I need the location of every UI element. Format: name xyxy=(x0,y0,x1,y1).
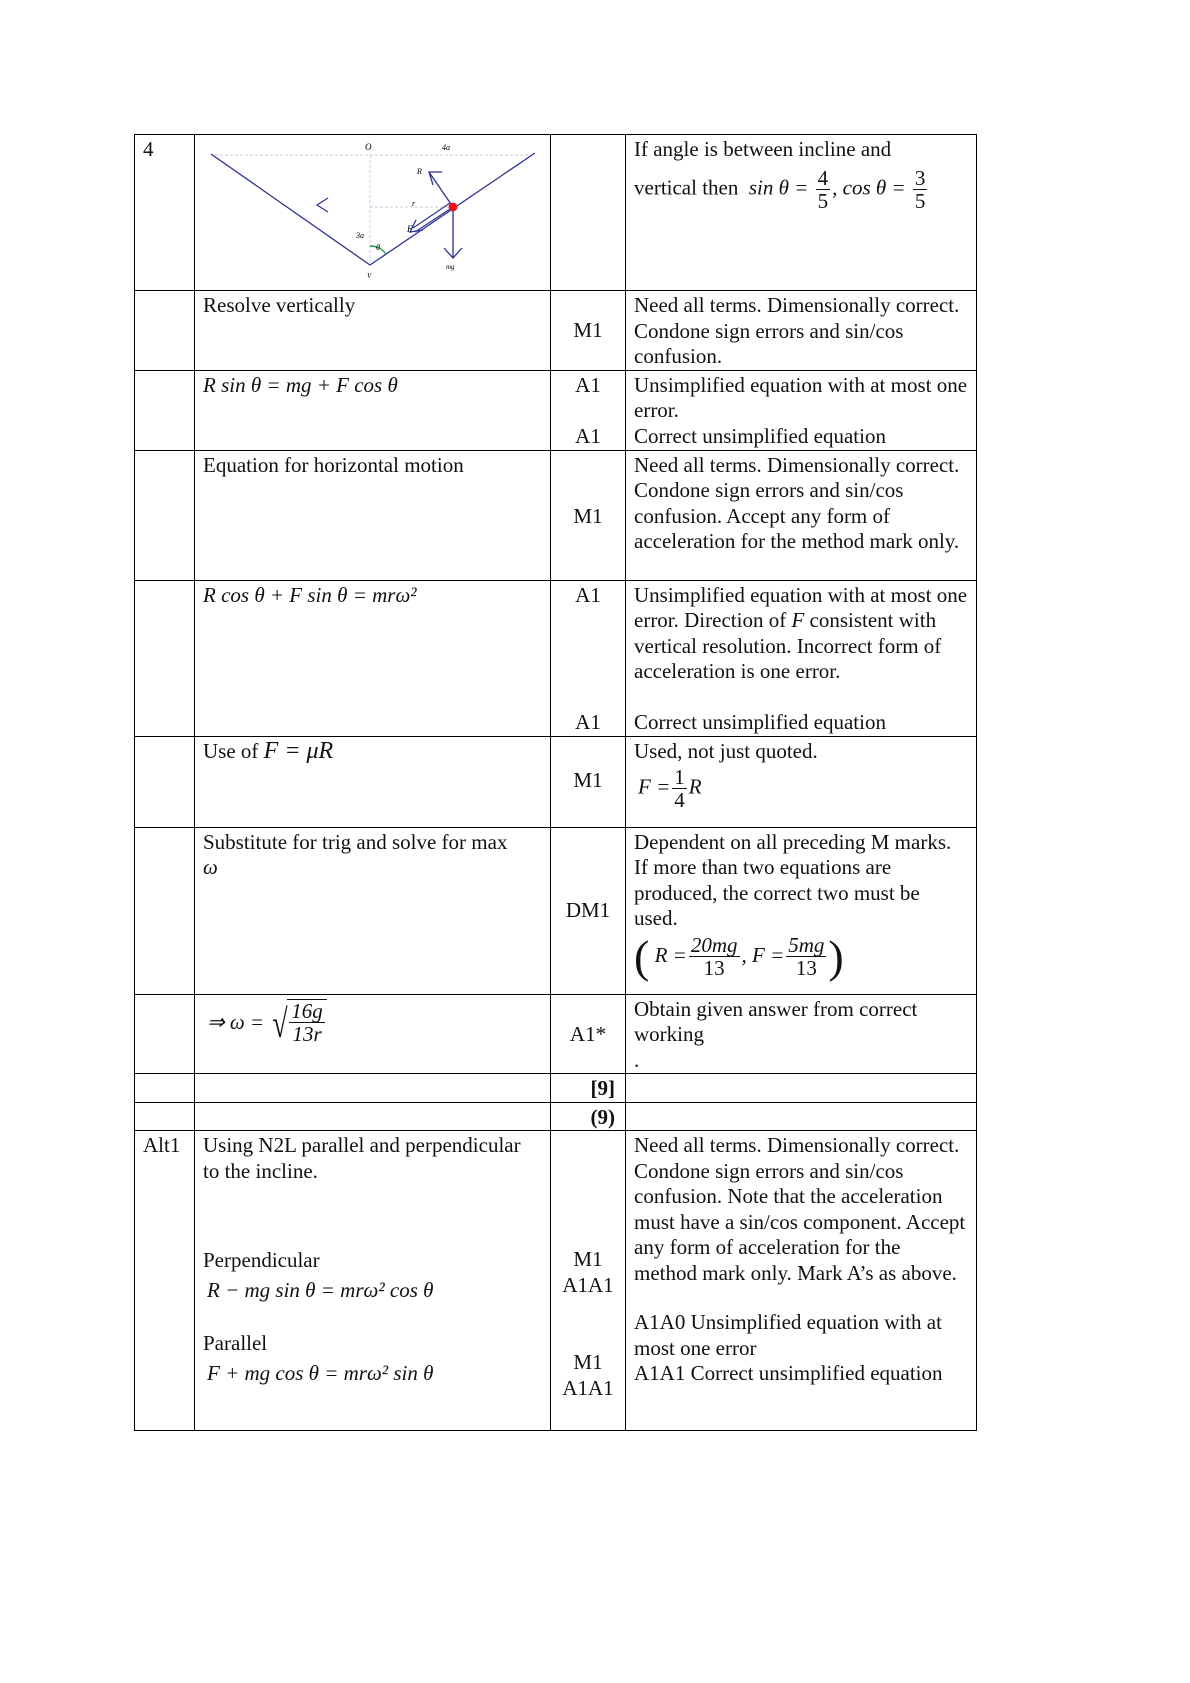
working-cell: Using N2L parallel and perpendicular to the incline. Perpendicular R − mg sin θ = mrω² cos θ Parallel F + mg cos θ = mrω² sin θ xyxy=(195,1131,551,1431)
label-mg: mg xyxy=(446,263,455,271)
mark-cell: M1 xyxy=(551,736,626,827)
cos-fraction: $\frac{3}{5}$ xyxy=(914,165,926,213)
working-cell: R cos θ + F sin θ = mrω² xyxy=(195,580,551,736)
table-row xyxy=(135,827,977,994)
total-row xyxy=(135,1102,977,1131)
sin-fraction: $\frac{4}{5}$ xyxy=(817,165,829,213)
guidance-cell: Need all terms. Dimensionally correct. Condone sign errors and sin/cos confusion. xyxy=(626,291,977,371)
total-row xyxy=(135,1074,977,1103)
question-header-row xyxy=(135,135,977,291)
guidance-cell: Used, not just quoted. F = $\frac{1}{4}$ R xyxy=(626,736,977,827)
working-cell: Resolve vertically xyxy=(195,291,551,371)
mark-cell: A1 A1 xyxy=(551,580,626,736)
mark-scheme-table xyxy=(134,134,977,1431)
guidance-cell: Unsimplified equation with at most one error. Direction of F consistent with vertical resolution. Incorrect form of acceleration is one error. Correct unsimplified equation xyxy=(626,580,977,736)
mark-cell: M1 xyxy=(551,291,626,371)
working-cell: ⇒ ω = √ $\frac{16g}{13r}$ xyxy=(195,994,551,1074)
label-F: F xyxy=(407,224,413,234)
working-cell: Equation for horizontal motion xyxy=(195,450,551,580)
total-mark: (9) xyxy=(551,1102,626,1131)
guidance-cell: Need all terms. Dimensionally correct. Condone sign errors and sin/cos confusion. Accept any form of acceleration for the method mark only. xyxy=(626,450,977,580)
working-cell: R sin θ = mg + F cos θ xyxy=(195,370,551,450)
table-row xyxy=(135,291,977,371)
guidance-cell: Obtain given answer from correct working . xyxy=(626,994,977,1074)
alt-label: Alt1 xyxy=(135,1131,195,1431)
alt-method-row xyxy=(135,1131,977,1431)
cone-force-diagram xyxy=(195,135,550,289)
mark-scheme-page xyxy=(134,134,976,1431)
force-diagram-svg xyxy=(195,135,551,289)
label-4a: 4a xyxy=(442,143,450,152)
guidance-cell: Unsimplified equation with at most one error. Correct unsimplified equation xyxy=(626,370,977,450)
mark-cell-empty xyxy=(551,135,626,291)
table-row xyxy=(135,736,977,827)
label-3a: 3a xyxy=(356,231,364,240)
mark-cell: A1* xyxy=(551,994,626,1074)
label-R: R xyxy=(417,167,422,176)
mark-cell: DM1 xyxy=(551,827,626,994)
intro-note-line1: If angle is between incline and xyxy=(634,137,892,161)
label-theta: θ xyxy=(376,243,380,252)
diagram-cell xyxy=(195,135,551,291)
intro-note-line2: vertical then sin θ = $\frac{4}{5}$ , cos θ = $\frac{3}{5}$ xyxy=(634,165,926,213)
guidance-cell: Dependent on all preceding M marks. If more than two equations are produced, the correct two must be used. ( R = $\frac{20mg}{13}$ , F = $\frac{5mg}{13}$ ) xyxy=(626,827,977,994)
label-V: V xyxy=(367,272,372,280)
table-row xyxy=(135,994,977,1074)
table-row xyxy=(135,580,977,736)
square-root: √ $\frac{16g}{13r}$ xyxy=(269,999,326,1049)
mark-cell: A1 A1 xyxy=(551,370,626,450)
intro-note-cell xyxy=(626,135,977,291)
mark-cell: M1 A1A1 M1 A1A1 xyxy=(551,1131,626,1431)
table-row xyxy=(135,450,977,580)
working-cell: Use of F = μR xyxy=(195,736,551,827)
total-mark: [9] xyxy=(551,1074,626,1103)
label-O: O xyxy=(365,142,372,152)
working-cell: Substitute for trig and solve for max ω xyxy=(195,827,551,994)
table-row xyxy=(135,370,977,450)
question-number: 4 xyxy=(135,135,195,291)
guidance-cell: Need all terms. Dimensionally correct. Condone sign errors and sin/cos confusion. Note that the acceleration must have a sin/cos component. Accept any form of acceleration for the method mark only. Mark A’s as above. A1A0 Unsimplified equation with at most one error A1A1 Correct unsimplified equation xyxy=(626,1131,977,1431)
label-r: r xyxy=(412,199,416,208)
mark-cell: M1 xyxy=(551,450,626,580)
